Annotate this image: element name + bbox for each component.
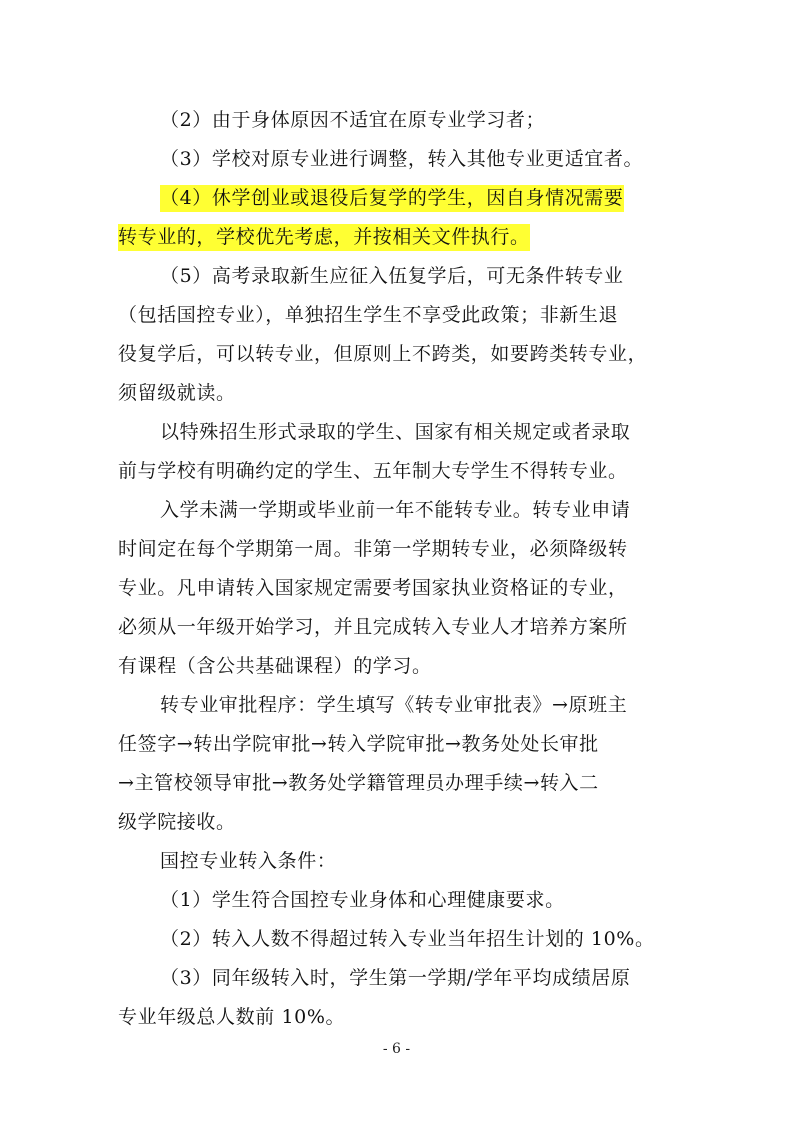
para-line: 转专业审批程序：学生填写《转专业审批表》→原班主 — [160, 694, 628, 716]
para-line: 必须从一年级开始学习，并且完成转入专业人才培养方案所 — [118, 616, 628, 638]
para-line: 入学未满一学期或毕业前一年不能转专业。转专业申请 — [160, 499, 631, 521]
para-line: 任签字→转出学院审批→转入学院审批→教务处处长审批 — [118, 733, 599, 755]
para-line: （3）同年级转入时，学生第一学期/学年平均成绩居原 — [160, 967, 631, 989]
para-line: 专业年级总人数前 10%。 — [118, 1006, 346, 1028]
para-line: 时间定在每个学期第一周。非第一学期转专业，必须降级转 — [118, 538, 628, 560]
highlight-span: 转专业的，学校优先考虑，并按相关文件执行。 — [118, 224, 530, 251]
para-line: 前与学校有明确约定的学生、五年制大专学生不得转专业。 — [118, 460, 628, 482]
para-line: 役复学后，可以转专业，但原则上不跨类，如要跨类转专业， — [118, 343, 648, 365]
para-line: 须留级就读。 — [118, 382, 236, 404]
para-line: 专业。凡申请转入国家规定需要考国家执业资格证的专业， — [118, 577, 628, 599]
para-line: （3）学校对原专业进行调整，转入其他专业更适宜者。 — [160, 148, 644, 170]
para-line: 以特殊招生形式录取的学生、国家有相关规定或者录取 — [160, 421, 631, 443]
para-line: 级学院接收。 — [118, 811, 236, 833]
highlight-span: （4）休学创业或退役后复学的学生，因自身情况需要 — [160, 185, 624, 212]
page-number: - 6 - — [382, 1041, 411, 1057]
para-line: （2）转入人数不得超过转入专业当年招生计划的 10%。 — [160, 928, 655, 950]
para-line: →主管校领导审批→教务处学籍管理员办理手续→转入二 — [118, 772, 599, 794]
para-line: 有课程（含公共基础课程）的学习。 — [118, 655, 432, 677]
para-line: （1）学生符合国控专业身体和心理健康要求。 — [160, 889, 565, 911]
para-line: 国控专业转入条件： — [160, 850, 337, 872]
para-line: （包括国控专业），单独招生学生不享受此政策；非新生退 — [118, 304, 619, 326]
highlighted-line — [160, 186, 678, 212]
para-line: （5）高考录取新生应征入伍复学后，可无条件转专业 — [160, 265, 624, 287]
highlighted-line — [118, 225, 678, 251]
para-line: （2）由于身体原因不适宜在原专业学习者； — [160, 109, 546, 131]
